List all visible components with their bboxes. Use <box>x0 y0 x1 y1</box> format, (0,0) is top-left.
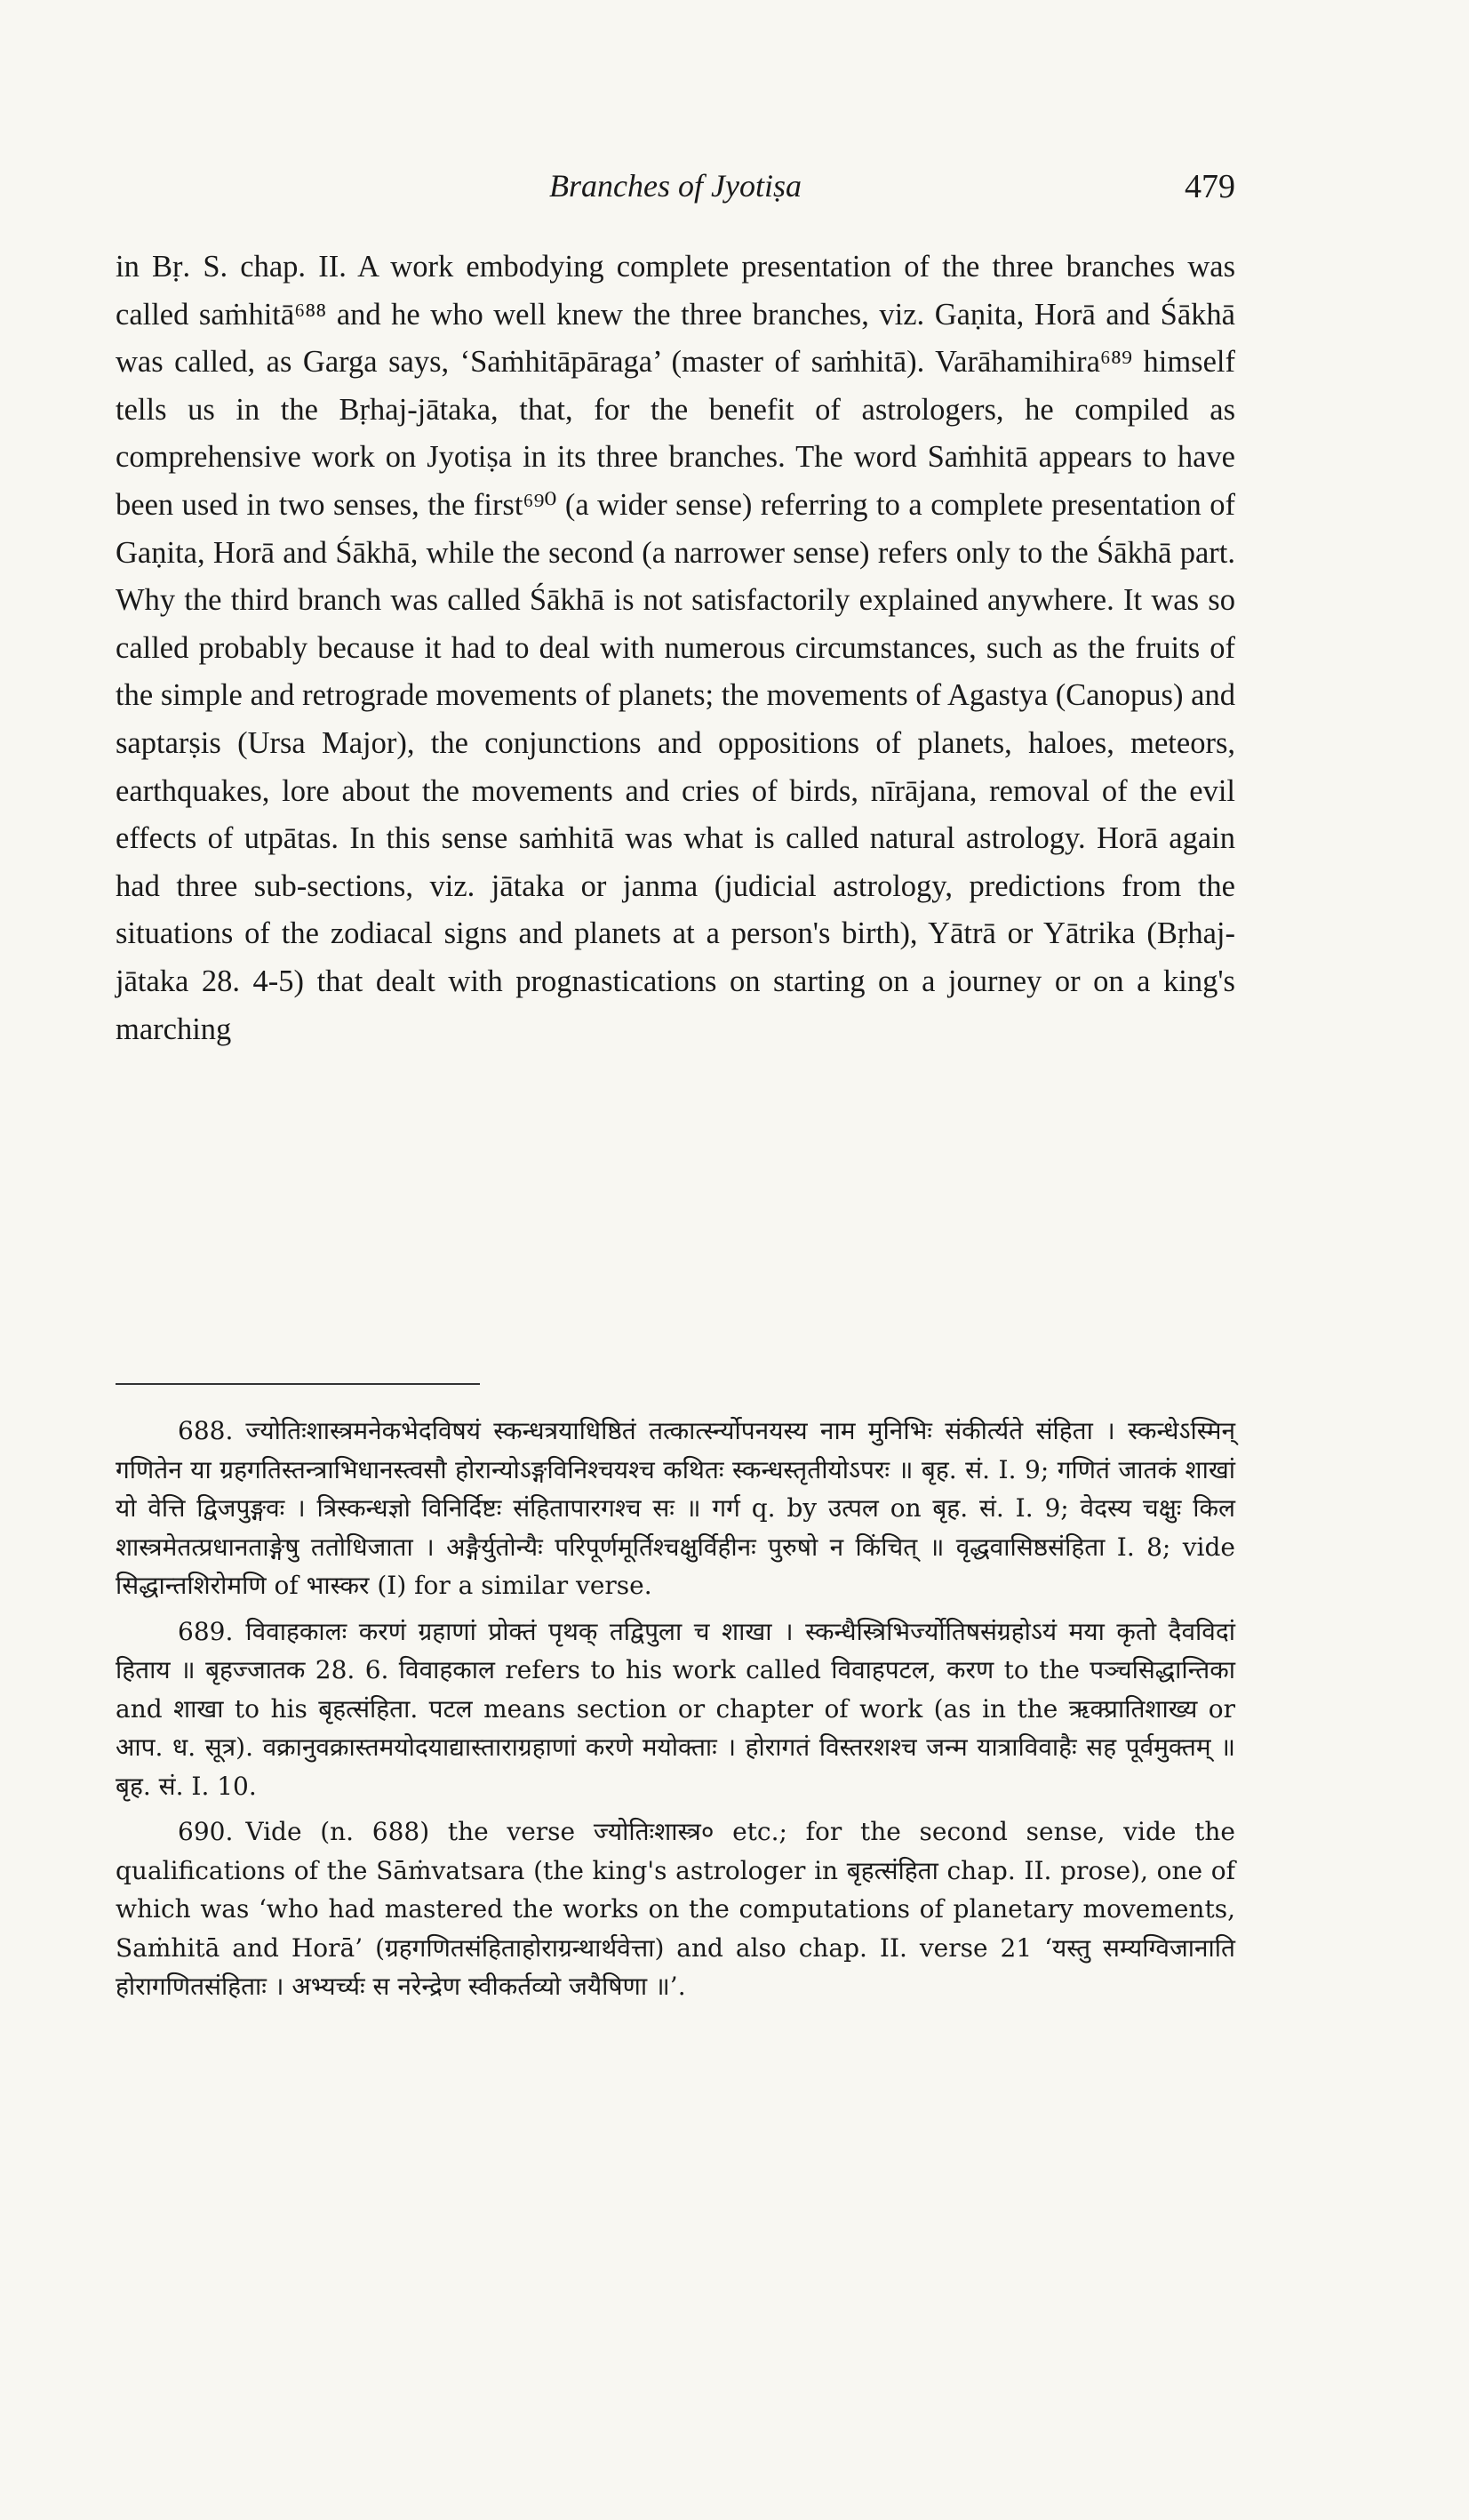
running-header <box>116 167 1235 220</box>
footnote-688 <box>116 1412 1235 1605</box>
footnote-text: विवाहकालः करणं ग्रहाणां प्रोक्तं पृथक् तद्विपुला च शाखा । स्कन्धैस्त्रिभिर्ज्योतिषसंग्रहोऽयं मया कृतो दैवविदां हिताय ॥ बृहज्जातक 28. 6. विवाहकाल refers to his work called विवाहपटल, करण to the पञ्चसिद्धान्तिका and शाखा to his बृहत्संहिता. पटल means section or chapter of work (as in the ऋक्प्रातिशाख्य or आप. ध. सूत्र). वक्रानुवक्रास्तमयोदयाद्यास्ताराग्रहाणां करणे मयोक्ताः । होरागतं विस्तरशश्च जन्म यात्राविवाहैः सह पूर्वमुक्तम् ॥ बृह. सं. I. 10. <box>116 1616 1235 1801</box>
running-title: Branches of Jyotiṣa <box>549 168 802 204</box>
footnote-separator-rule <box>116 1383 480 1385</box>
footnote-number: 690. <box>178 1817 234 1846</box>
footnote-690 <box>116 1812 1235 2006</box>
page-number: 479 <box>1185 168 1235 205</box>
footnotes-section <box>116 1412 1235 2013</box>
footnote-number: 689. <box>178 1616 234 1646</box>
footnote-text: Vide (n. 688) the verse ज्योतिःशास्त्र० etc.; for the second sense, vide the qualifications of the Sāṁvatsara (the king's astrologer in बृहत्संहिता chap. II. prose), one of which was ‘who had mastered the works on the computations of planetary movements, Saṁhitā and Horā’ (ग्रहगणितसंहिताहोराग्रन्थार्थवेत्ता) and also chap. II. verse 21 ‘यस्तु सम्यग्विजानाति होरागणितसंहिताः । अभ्यर्च्यः स नरेन्द्रेण स्वीकर्तव्यो जयैषिणा ॥’. <box>116 1817 1235 2001</box>
main-text <box>116 244 1235 1053</box>
footnote-text: ज्योतिःशास्त्रमनेकभेदविषयं स्कन्धत्रयाधिष्ठितं तत्कार्त्स्न्योपनयस्य नाम मुनिभिः संकीर्त्यते संहिता । स्कन्धेऽस्मिन् गणितेन या ग्रहगतिस्तन्त्राभिधानस्त्वसौ होरान्योऽङ्गविनिश्चयश्च कथितः स्कन्धस्तृतीयोऽपरः ॥ बृह. सं. I. 9; गणितं जातकं शाखां यो वेत्ति द्विजपुङ्गवः । त्रिस्कन्धज्ञो विनिर्दिष्टः संहितापारगश्च सः ॥ गर्ग q. by उत्पल on बृह. सं. I. 9; वेदस्य चक्षुः किल शास्त्रमेतत्प्रधानताङ्गेषु ततोधिजाता । अङ्गैर्युतोन्यैः परिपूर्णमूर्तिश्चक्षुर्विहीनः पुरुषो न किंचित् ॥ वृद्धवासिष्ठसंहिता I. 8; vide सिद्धान्तशिरोमणि of भास्कर (I) for a similar verse. <box>116 1416 1236 1600</box>
footnote-number: 688. <box>178 1416 234 1445</box>
footnote-689 <box>116 1612 1235 1806</box>
body-paragraph: in Bṛ. S. chap. II. A work embodying complete presentation of the three branches was called saṁhitā⁶⁸⁸ and he who well knew the three branches, viz. Gaṇita, Horā and Śākhā was called, as Garga says, ‘Saṁhitāpāraga’ (master of saṁhitā). Varāhamihira⁶⁸⁹ himself tells us in the Bṛhaj-jātaka, that, for the benefit of astrologers, he compiled as comprehensive work on Jyotiṣa in its three branches. The word Saṁhitā appears to have been used in two senses, the first⁶⁹⁰ (a wider sense) referring to a complete presentation of Gaṇita, Horā and Śākhā, while the second (a narrower sense) refers only to the Śākhā part. Why the third branch was called Śākhā is not satisfactorily explained anywhere. It was so called probably because it had to deal with numerous circumstances, such as the fruits of the simple and retrograde movements of planets; the movements of Agastya (Canopus) and saptarṣis (Ursa Major), the conjunctions and oppositions of planets, haloes, meteors, earthquakes, lore about the movements and cries of birds, nīrājana, removal of the evil effects of utpātas. In this sense saṁhitā was what is called natural astrology. Horā again had three sub-sections, viz. jātaka or janma (judicial astrology, predictions from the situations of the zodiacal signs and planets at a person's birth), Yātrā or Yātrika (Bṛhaj-jātaka 28. 4-5) that dealt with prognastications on starting on a journey or on a king's marching <box>116 250 1235 1046</box>
